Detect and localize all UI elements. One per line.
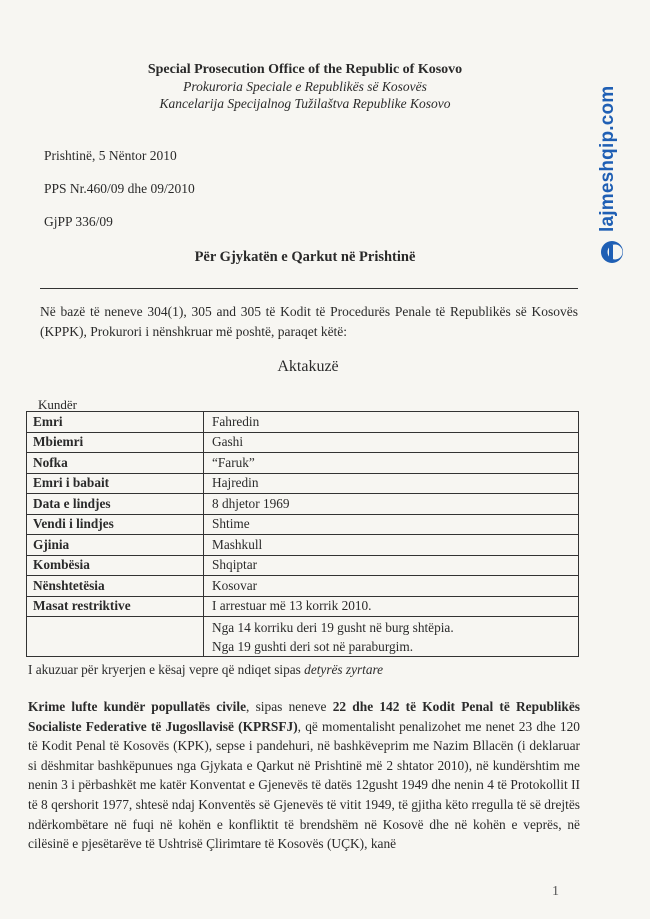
row-value: Mashkull <box>204 535 579 556</box>
table-row <box>27 432 579 453</box>
row-label: Vendi i lindjes <box>27 514 204 535</box>
intro-paragraph: Në bazë të neneve 304(1), 305 and 305 të Kodit të Procedurës Penale të Republikës së Kosovës (KPPK), Prokurori i nënshkruar më poshtë, paraqet këtë: <box>40 304 578 339</box>
table-row <box>27 555 579 576</box>
divider <box>40 288 578 289</box>
row-value: Kosovar <box>204 576 579 597</box>
row-value: I arrestuar më 13 korrik 2010. <box>204 596 579 617</box>
row-value: 8 dhjetor 1969 <box>204 494 579 515</box>
accused-text: I akuzuar për kryerjen e kësaj vepre që ndiqet sipas <box>28 662 305 677</box>
row-label: Emri i babait <box>27 473 204 494</box>
table-row <box>27 576 579 597</box>
accused-italic: detyrës zyrtare <box>304 662 384 677</box>
charge-text-2: , që momentalisht penalizohet me nenet 23 dhe 120 të Kodit Penal të Kosovës (KPK), sepse i pandehuri, në bashkëveprim me Nazim Bllacën (i deklaruar si dëshmitar bashkëpunues nga Gjykata e Qarkut në Prishtinë më 2 shtator 2010), në kundërshtim me nenin 3 i përbashkët me katër Konventat e Gjenevës të datës 12gusht 1949 dhe nenin 4 të Protokollit II të 8 qershorit 1977, shtesë ndaj Konventës së Gjenevës të vitit 1949, të gjitha këto rregulla të së drejtës ndërkombëtare në fuqi në kohën e konfliktit të brendshëm në Kosovë dhe në kohën e veprës, në cilësinë e pjesëtarëve të Ushtrisë Çlirimtare të Kosovës (UÇK), kanë <box>28 718 580 852</box>
document-date: Prishtinë, 5 Nëntor 2010 <box>44 148 177 163</box>
row-label: Gjinia <box>27 535 204 556</box>
table-row <box>27 412 579 433</box>
crescent-logo-icon <box>600 240 624 264</box>
gjpp-number: GjPP 336/09 <box>44 214 113 229</box>
charge-text-1: , sipas neneve <box>246 699 333 714</box>
detention-line: Nga 19 gushti deri sot në paraburgim. <box>212 638 414 654</box>
row-value: Shqiptar <box>204 555 579 576</box>
page-number: 1 <box>552 884 559 899</box>
pps-number: PPS Nr.460/09 dhe 09/2010 <box>44 181 195 196</box>
accused-line <box>28 662 383 678</box>
row-label: Masat restriktive <box>27 596 204 617</box>
defendant-info-table <box>26 411 579 657</box>
office-name-serbian: Kancelarija Specijalnog Tužilaštva Republike Kosovo <box>159 96 451 111</box>
row-label-empty <box>27 617 204 657</box>
row-label: Kombësia <box>27 555 204 576</box>
row-label: Emri <box>27 412 204 433</box>
table-row <box>27 617 579 657</box>
charge-lead: Krime lufte kundër popullatës civile <box>28 699 247 714</box>
office-name-albanian: Prokuroria Speciale e Republikës së Kosovës <box>183 79 427 94</box>
table-row <box>27 473 579 494</box>
watermark <box>597 62 627 268</box>
charge-paragraph <box>28 697 580 854</box>
table-row <box>27 494 579 515</box>
kunder-label: Kundër <box>38 397 77 412</box>
row-label: Nofka <box>27 453 204 474</box>
addressee: Për Gjykatën e Qarkut në Prishtinë <box>194 249 416 265</box>
row-value: Shtime <box>204 514 579 535</box>
row-label: Nënshtetësia <box>27 576 204 597</box>
row-value: Fahredin <box>204 412 579 433</box>
charge-articles: 22 dhe 142 të Kodit Penal të Republikës Socialiste Federative të Jugosllavisë (KPRSFJ) <box>28 699 581 734</box>
table-row <box>27 514 579 535</box>
table-row <box>27 453 579 474</box>
watermark-text: lajmeshqip.com <box>597 85 618 232</box>
document-title: Aktakuzë <box>277 358 339 375</box>
row-value-detention <box>204 617 579 657</box>
detention-line: Nga 14 korriku deri 19 gusht në burg shtëpia. <box>212 619 454 635</box>
row-value: Hajredin <box>204 473 579 494</box>
row-label: Data e lindjes <box>27 494 204 515</box>
row-label: Mbiemri <box>27 432 204 453</box>
table-row <box>27 535 579 556</box>
row-value: Gashi <box>204 432 579 453</box>
office-name-english: Special Prosecution Office of the Republic of Kosovo <box>147 62 463 77</box>
row-value: “Faruk” <box>204 453 579 474</box>
table-row <box>27 596 579 617</box>
